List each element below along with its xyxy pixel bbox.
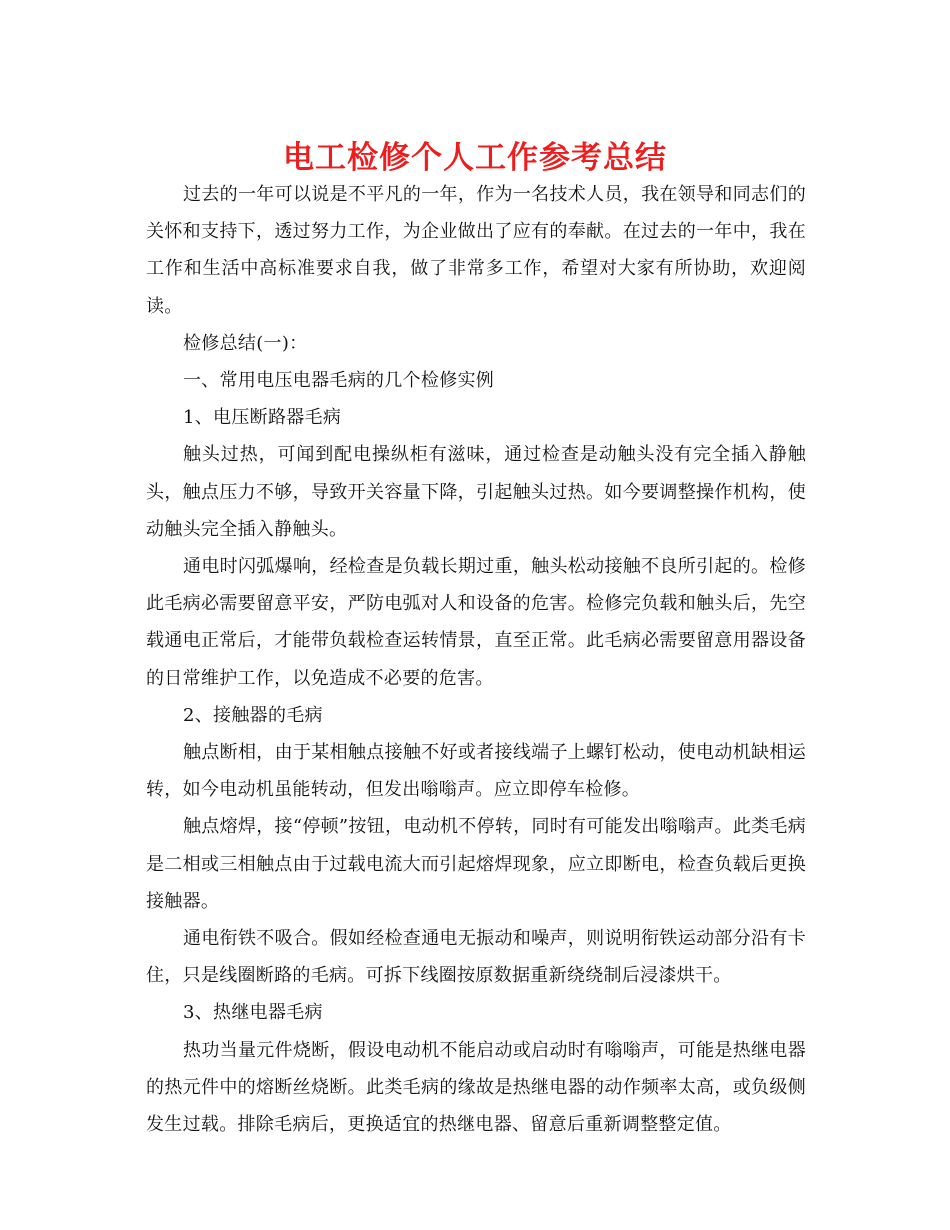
paragraph-phase-loss: 触点断相，由于某相触点接触不好或者接线端子上螺钉松动，使电动机缺相运转，如今电动机虽能转动，但发出嗡嗡声。应立即停车检修。 bbox=[146, 742, 806, 801]
paragraph-armature: 通电衔铁不吸合。假如经检查通电无振动和噪声，则说明衔铁运动部分沿有卡住，只是线圈断路的毛病。可拆下线圈按原数据重新绕绕制后浸漆烘干。 bbox=[146, 928, 806, 987]
paragraph-subheading-breaker: 1、电压断路器毛病 bbox=[183, 407, 342, 429]
document-title: 电工检修个人工作参考总结 bbox=[283, 140, 667, 176]
paragraph-chapter-heading: 一、常用电压电器毛病的几个检修实例 bbox=[183, 370, 495, 392]
paragraph-thermal-element: 热功当量元件烧断，假设电动机不能启动或启动时有嗡嗡声，可能是热继电器的热元件中的熔断丝烧断。此类毛病的缘故是热继电器的动作频率太高，或负级侧发生过载。排除毛病后，更换适宜的热继电器、留意后重新调整整定值。 bbox=[146, 1039, 806, 1136]
paragraph-contact-welding: 触点熔焊，接“停顿”按钮，电动机不停转，同时有可能发出嗡嗡声。此类毛病是二相或三相触点由于过载电流大而引起熔焊现象，应立即断电，检查负载后更换接触器。 bbox=[146, 816, 806, 912]
paragraph-arc-flash: 通电时闪弧爆响，经检查是负载长期过重，触头松动接触不良所引起的。检修此毛病必需要留意平安，严防电弧对人和设备的危害。检修完负载和触头后，先空载通电正常后，才能带负载检查运转情景，直至正常。此毛病必需要留意用器设备的日常维护工作，以免造成不必要的危害。 bbox=[146, 556, 806, 689]
document-body bbox=[146, 176, 806, 1143]
paragraph-subheading-contactor: 2、接触器的毛病 bbox=[183, 704, 323, 726]
paragraph-section-heading: 检修总结(一)： bbox=[183, 332, 308, 354]
paragraph-contact-overheat: 触头过热，可闻到配电操纵柜有滋味，通过检查是动触头没有完全插入静触头，触点压力不够，导致开关容量下降，引起触头过热。如今要调整操作机构，使动触头完全插入静触头。 bbox=[146, 444, 806, 540]
paragraph-subheading-thermal-relay: 3、热继电器毛病 bbox=[183, 1002, 323, 1024]
paragraph-intro: 过去的一年可以说是不平凡的一年，作为一名技术人员，我在领导和同志们的关怀和支持下，透过努力工作，为企业做出了应有的奉献。在过去的一年中，我在工作和生活中高标准要求自我，做了非常多工作，希望对大家有所协助，欢迎阅读。 bbox=[146, 184, 806, 317]
